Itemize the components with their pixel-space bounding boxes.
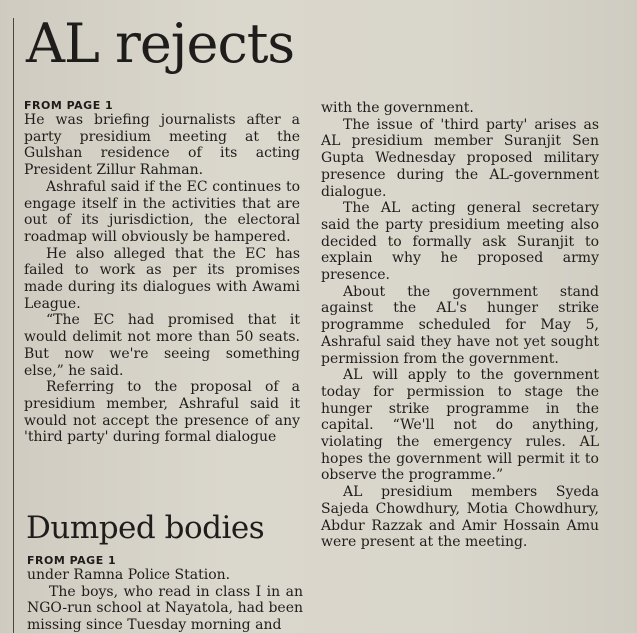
paragraph: About the government stand against the AL's hunger strike programme scheduled for May 5, Ashraful said they have not yet sought permission from the government.: [321, 283, 599, 367]
paragraph: Referring to the proposal of a presidium member, Ashraful said it would not accept the presence of any 'third party' during formal dialogue: [24, 379, 300, 446]
story1-right-column: [321, 100, 599, 551]
paragraph: He was briefing journalists after a party presidium meeting at the Gulshan residence of its acting President Zillur Rahman.: [24, 112, 300, 179]
paragraph: The boys, who read in class I in an NGO-run school at Nayatola, had been missing since Tuesday morning and: [27, 583, 303, 634]
paragraph: The issue of 'third party' arises as AL presidium member Suranjit Sen Gupta Wednesday proposed military presence during the AL-government dialogue.: [321, 116, 599, 200]
column-rule: [13, 18, 14, 633]
kicker-from-page-1: FROM PAGE 1: [24, 99, 114, 112]
paragraph: He also alleged that the EC has failed to work as per its promises made during its dialogues with Awami League.: [24, 245, 300, 312]
paragraph: The AL acting general secretary said the party presidium meeting also decided to formally ask Suranjit to explain why he proposed army presence.: [321, 200, 599, 284]
paragraph: with the government.: [321, 100, 474, 116]
paragraph: AL presidium members Syeda Sajeda Chowdhury, Motia Chowdhury, Abdur Razzak and Amir Hossain Amu were present at the meeting.: [321, 484, 599, 551]
headline-al-rejects: AL rejects: [26, 12, 295, 75]
paragraph: AL will apply to the government today for permission to stage the hunger strike programme in the capital. “We'll not do anything, violating the emergency rules. AL hopes the government will permit it to observe the programme.”: [321, 367, 599, 484]
paragraph: under Ramna Police Station.: [27, 567, 231, 583]
story1-left-column: [24, 100, 300, 446]
headline-dumped-bodies: Dumped bodies: [26, 510, 265, 546]
kicker-from-page-1: FROM PAGE 1: [27, 554, 117, 567]
paragraph: Ashraful said if the EC continues to engage itself in the activities that are out of its jurisdiction, the electoral roadmap will obviously be hampered.: [24, 178, 300, 245]
story2-column: [27, 555, 303, 634]
paragraph: “The EC had promised that it would delimit not more than 50 seats. But now we're seeing something else,” he said.: [24, 312, 300, 379]
